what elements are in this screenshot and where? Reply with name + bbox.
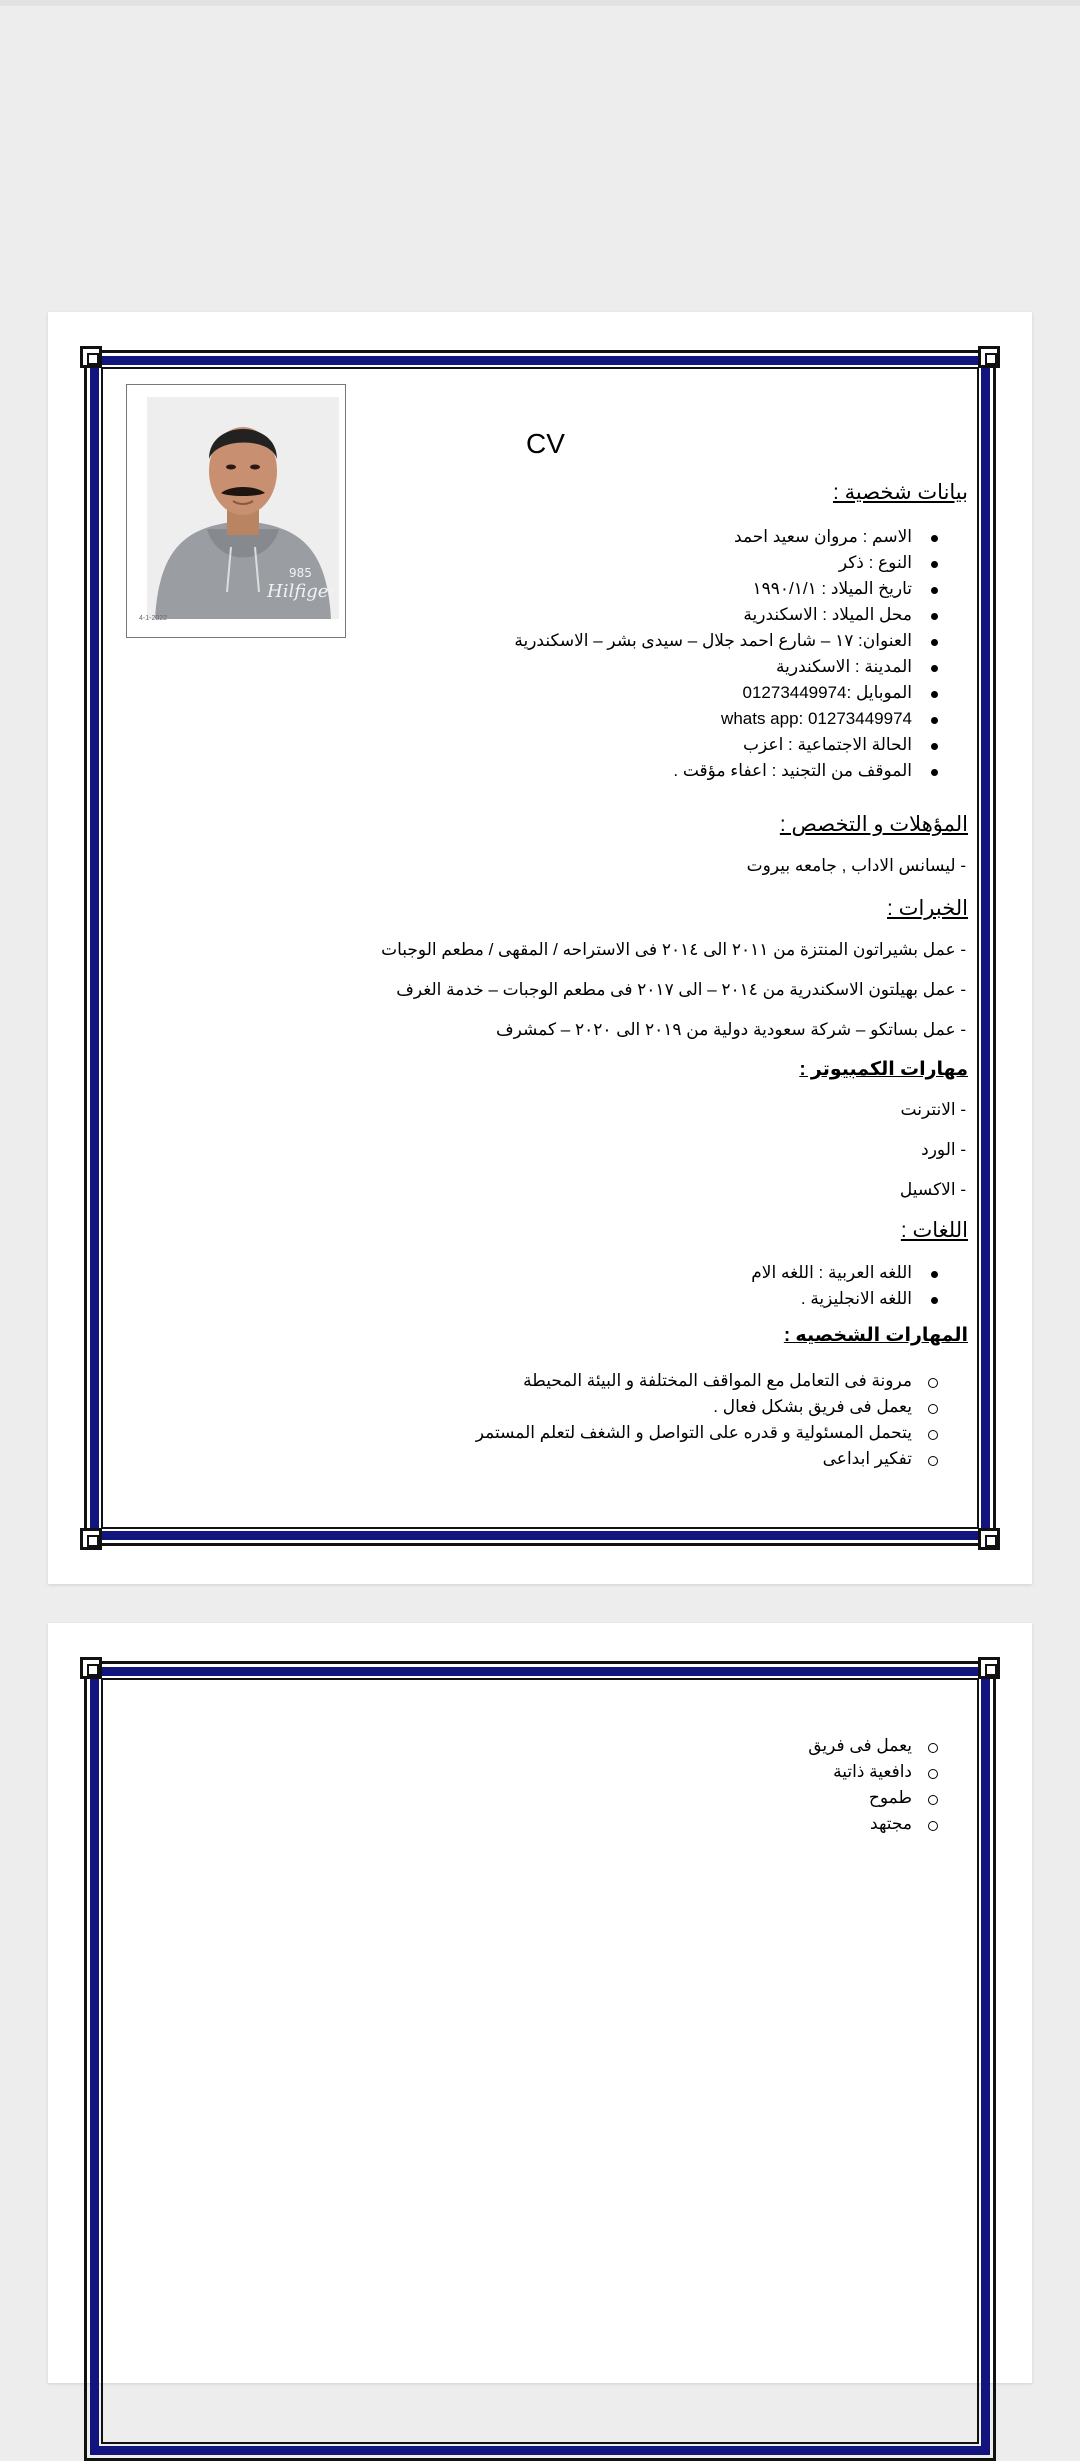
experience-line: - عمل بهيلتون الاسكندرية من ٢٠١٤ – الى ٢٠١٧ فى مطعم الوجبات – خدمة الغرف [396,980,966,999]
computer-skill-line: - الانترنت [900,1100,966,1119]
svg-text:985: 985 [289,566,312,580]
soft-skills-heading: المهارات الشخصيه : [783,1325,968,1346]
computer-skill-line: - الورد [921,1140,966,1159]
list-item: اللغه العربية : اللغه الام [751,1260,968,1286]
document-page-2 [48,1623,1032,2383]
experience-line: - عمل بساتكو – شركة سعودية دولية من ٢٠١٩ الى ٢٠٢٠ – كمشرف [495,1020,966,1039]
list-item: whats app: 01273449974 [514,706,968,732]
personal-info-list [514,524,968,784]
experience-heading: الخبرات : [887,897,968,920]
computer-skills-heading: مهارات الكمبيوتر : [799,1059,968,1080]
soft-skills-list [476,1368,968,1472]
list-item: دافعية ذاتية [808,1759,968,1785]
viewer-top-bar [0,0,1080,6]
languages-list [751,1260,968,1312]
list-item: مرونة فى التعامل مع المواقف المختلفة و البيئة المحيطة [476,1368,968,1394]
list-item: الحالة الاجتماعية : اعزب [514,732,968,758]
qualification-line: - ليسانس الاداب , جامعه بيروت [746,856,966,875]
computer-skill-line: - الاكسيل [899,1180,966,1199]
qualifications-heading: المؤهلات و التخصص : [779,813,968,836]
list-item: يتحمل المسئولية و قدره على التواصل و الشغف لتعلم المستمر [476,1420,968,1446]
list-item: النوع : ذكر [514,550,968,576]
list-item: الموبايل :01273449974 [514,680,968,706]
photo-date: 4-1-2022 [139,615,168,622]
list-item: يعمل فى فريق [808,1733,968,1759]
list-item: العنوان: ١٧ – شارع احمد جلال – سيدى بشر – الاسكندرية [514,628,968,654]
list-item: طموح [808,1785,968,1811]
list-item: الموقف من التجنيد : اعفاء مؤقت . [514,758,968,784]
list-item: مجتهد [808,1811,968,1837]
svg-text:Hilfiger: Hilfiger [267,581,337,602]
languages-heading: اللغات : [900,1219,968,1242]
profile-photo [126,384,346,638]
list-item: محل الميلاد : الاسكندرية [514,602,968,628]
list-item: الاسم : مروان سعيد احمد [514,524,968,550]
list-item: تاريخ الميلاد : ١٩٩٠/١/١ [514,576,968,602]
list-item: اللغه الانجليزية . [751,1286,968,1312]
personal-info-heading: بيانات شخصية : [832,481,968,504]
list-item: تفكير ابداعى [476,1446,968,1472]
cv-title: CV [526,428,565,459]
list-item: يعمل فى فريق بشكل فعال . [476,1394,968,1420]
document-page-1 [48,312,1032,1584]
list-item: المدينة : الاسكندرية [514,654,968,680]
soft-skills-list-continued [808,1733,968,1837]
experience-line: - عمل بشيراتون المنتزة من ٢٠١١ الى ٢٠١٤ فى الاستراحه / المقهى / مطعم الوجبات [381,940,966,959]
